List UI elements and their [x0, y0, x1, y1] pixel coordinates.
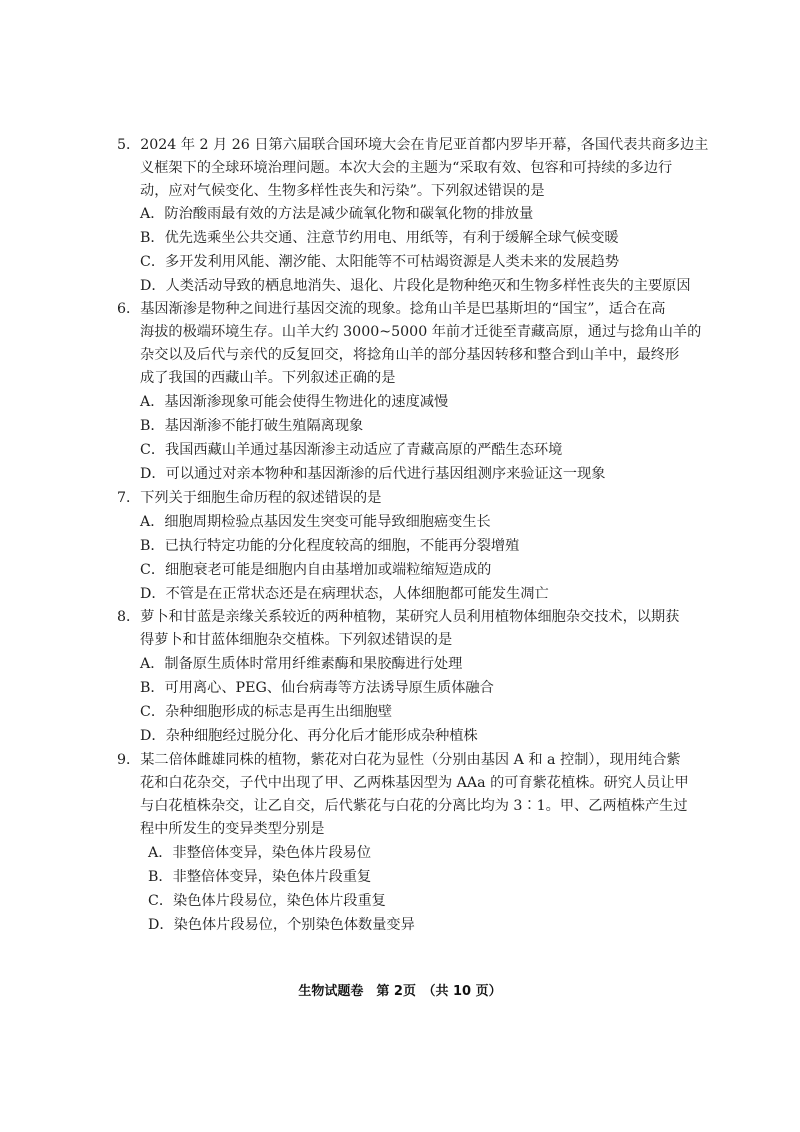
question-stem-line: 9．某二倍体雌雄同株的植物，紫花对白花为显性（分别由基因 A 和 a 控制），现用纯合紫 [117, 752, 681, 768]
option-b: B．非整倍体变异，染色体片段重复 [148, 869, 372, 885]
option-c: C．杂种细胞形成的标志是再生出细胞壁 [140, 704, 393, 720]
question-stem-line: 花和白花杂交，子代中出现了甲、乙两株基因型为 AAa 的可育紫花植株。研究人员让甲 [140, 775, 689, 791]
option-d: D．不管是在正常状态还是在病理状态，人体细胞都可能发生凋亡 [140, 586, 549, 602]
question-stem-line: 海拔的极端环境生存。山羊大约 3000~5000 年前才迁徙至青藏高原，通过与捻角山羊的 [140, 324, 702, 340]
question-stem-line: 动，应对气候变化、生物多样性丧失和污染”。下列叙述错误的是 [140, 183, 545, 199]
question-stem-line: 与白花植株杂交，让乙自交，后代紫花与白花的分离比均为 3∶1。甲、乙两植株产生过 [140, 798, 688, 814]
page-footer: 生物试题卷 第 2页 （共 10 页） [298, 984, 502, 999]
option-a: A．细胞周期检验点基因发生突变可能导致细胞癌变生长 [140, 514, 491, 530]
question-stem-line: 6．基因渐渗是物种之间进行基因交流的现象。捻角山羊是巴基斯坦的“国宝”，适合在高 [117, 301, 666, 317]
option-a: A．基因渐渗现象可能会使得生物进化的速度减慢 [140, 394, 449, 410]
option-b: B．优先选乘坐公共交通、注意节约用电、用纸等，有利于缓解全球气候变暖 [140, 230, 619, 246]
question-stem-line: 5．2024 年 2 月 26 日第六届联合国环境大会在肯尼亚首都内罗毕开幕，各国代表共商多边主 [117, 137, 709, 153]
option-c: C．多开发利用风能、潮汐能、太阳能等不可枯竭资源是人类未来的发展趋势 [140, 254, 620, 270]
question-stem-line: 得萝卜和甘蓝体细胞杂交植株。下列叙述错误的是 [140, 632, 453, 648]
question-stem-line: 杂交以及后代与亲代的反复回交，将捻角山羊的部分基因转移和整合到山羊中，最终形 [140, 347, 680, 363]
question-stem-line: 成了我国的西藏山羊。下列叙述正确的是 [140, 370, 396, 386]
question-stem-line: 程中所发生的变异类型分别是 [140, 821, 325, 837]
option-c: C．染色体片段易位，染色体片段重复 [148, 893, 386, 909]
option-d: D．可以通过对亲本物种和基因渐渗的后代进行基因组测序来验证这一现象 [140, 466, 606, 482]
option-d: D．染色体片段易位，个别染色体数量变异 [148, 917, 415, 933]
option-c: C．细胞衰老可能是细胞内自由基增加或端粒缩短造成的 [140, 562, 492, 578]
option-a: A．非整倍体变异，染色体片段易位 [148, 845, 372, 861]
question-stem-line: 7．下列关于细胞生命历程的叙述错误的是 [117, 490, 382, 506]
option-a: A．制备原生质体时常用纤维素酶和果胶酶进行处理 [140, 656, 463, 672]
option-b: B．基因渐渗不能打破生殖隔离现象 [140, 418, 364, 434]
option-b: B．可用离心、PEG、仙台病毒等方法诱导原生质体融合 [140, 680, 494, 696]
option-c: C．我国西藏山羊通过基因渐渗主动适应了青藏高原的严酷生态环境 [140, 442, 563, 458]
option-a: A．防治酸雨最有效的方法是减少硫氧化物和碳氧化物的排放量 [140, 206, 534, 222]
option-d: D．杂种细胞经过脱分化、再分化后才能形成杂种植株 [140, 728, 478, 744]
option-d: D．人类活动导致的栖息地消失、退化、片段化是物种绝灭和生物多样性丧失的主要原因 [140, 278, 691, 294]
question-stem-line: 8．萝卜和甘蓝是亲缘关系较近的两种植物，某研究人员利用植物体细胞杂交技术，以期获 [117, 609, 680, 625]
question-stem-line: 义框架下的全球环境治理问题。本次大会的主题为“采取有效、包容和可持续的多边行 [140, 160, 673, 176]
option-b: B．已执行特定功能的分化程度较高的细胞，不能再分裂增殖 [140, 538, 520, 554]
